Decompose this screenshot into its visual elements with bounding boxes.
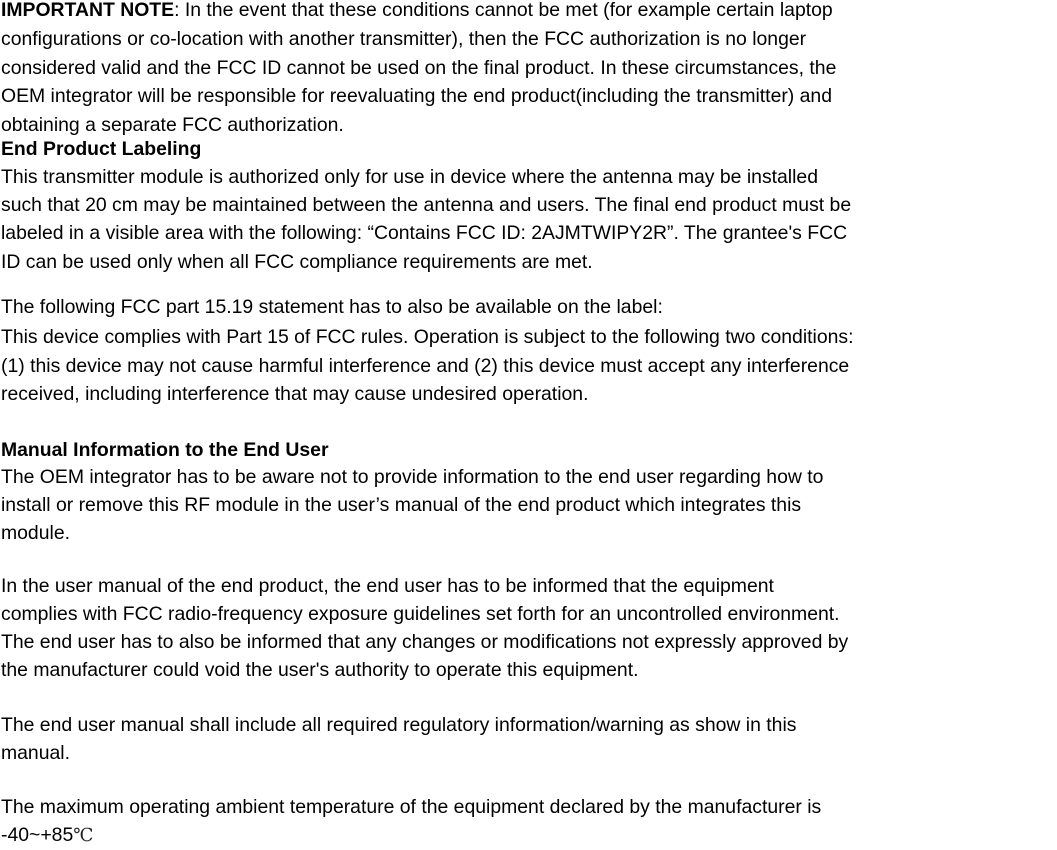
labeling-line-4: ID can be used only when all FCC compliance requirements are met. bbox=[1, 251, 593, 273]
manual-information-heading: Manual Information to the End User bbox=[1, 439, 329, 461]
important-note-label: IMPORTANT NOTE bbox=[1, 0, 175, 21]
temperature-range-value: -40~+85 bbox=[1, 824, 74, 846]
manual-line-1: The OEM integrator has to be aware not to provide information to the end user regarding how to bbox=[1, 466, 824, 488]
manual-line-2: install or remove this RF module in the user’s manual of the end product which integrates this bbox=[1, 494, 802, 516]
temperature-line-2 bbox=[1, 826, 93, 850]
labeling-line-2: such that 20 cm may be maintained between the antenna and users. The final end product must be bbox=[1, 194, 852, 216]
labeling-line-3: labeled in a visible area with the following: “Contains FCC ID: 2AJMTWIPY2R”. The grantee's FCC bbox=[1, 222, 848, 244]
exposure-line-2: complies with FCC radio-frequency exposure guidelines set forth for an uncontrolled environment. bbox=[1, 603, 840, 625]
important-note-text: : In the event that these conditions cannot be met (for example certain laptop bbox=[174, 0, 833, 21]
statement-line-2: This device complies with Part 15 of FCC rules. Operation is subject to the following two conditions: bbox=[1, 326, 854, 348]
end-product-labeling-heading: End Product Labeling bbox=[1, 138, 202, 160]
manual-line-3: module. bbox=[1, 522, 70, 544]
important-note-line-3: considered valid and the FCC ID cannot be used on the final product. In these circumstances, the bbox=[1, 57, 837, 79]
statement-line-3: (1) this device may not cause harmful interference and (2) this device must accept any interference bbox=[1, 355, 850, 377]
statement-line-4: received, including interference that may cause undesired operation. bbox=[1, 383, 589, 405]
regulatory-line-2: manual. bbox=[1, 742, 70, 764]
celsius-unit: ℃ bbox=[73, 825, 94, 846]
temperature-line-1: The maximum operating ambient temperature of the equipment declared by the manufacturer is bbox=[1, 796, 822, 818]
important-note-line-2: configurations or co-location with another transmitter), then the FCC authorization is no longer bbox=[1, 28, 807, 50]
regulatory-line-1: The end user manual shall include all required regulatory information/warning as show in this bbox=[1, 714, 797, 736]
important-note-line-5: obtaining a separate FCC authorization. bbox=[1, 114, 344, 136]
exposure-line-4: the manufacturer could void the user's authority to operate this equipment. bbox=[1, 659, 639, 681]
labeling-line-1: This transmitter module is authorized only for use in device where the antenna may be installed bbox=[1, 166, 818, 188]
important-note-line-1 bbox=[1, 1, 833, 25]
exposure-line-1: In the user manual of the end product, the end user has to be informed that the equipment bbox=[1, 575, 774, 597]
statement-line-1: The following FCC part 15.19 statement has to also be available on the label: bbox=[1, 296, 663, 318]
important-note-line-4: OEM integrator will be responsible for reevaluating the end product(including the transmitter) and bbox=[1, 85, 833, 107]
exposure-line-3: The end user has to also be informed that any changes or modifications not expressly approved by bbox=[1, 631, 849, 653]
